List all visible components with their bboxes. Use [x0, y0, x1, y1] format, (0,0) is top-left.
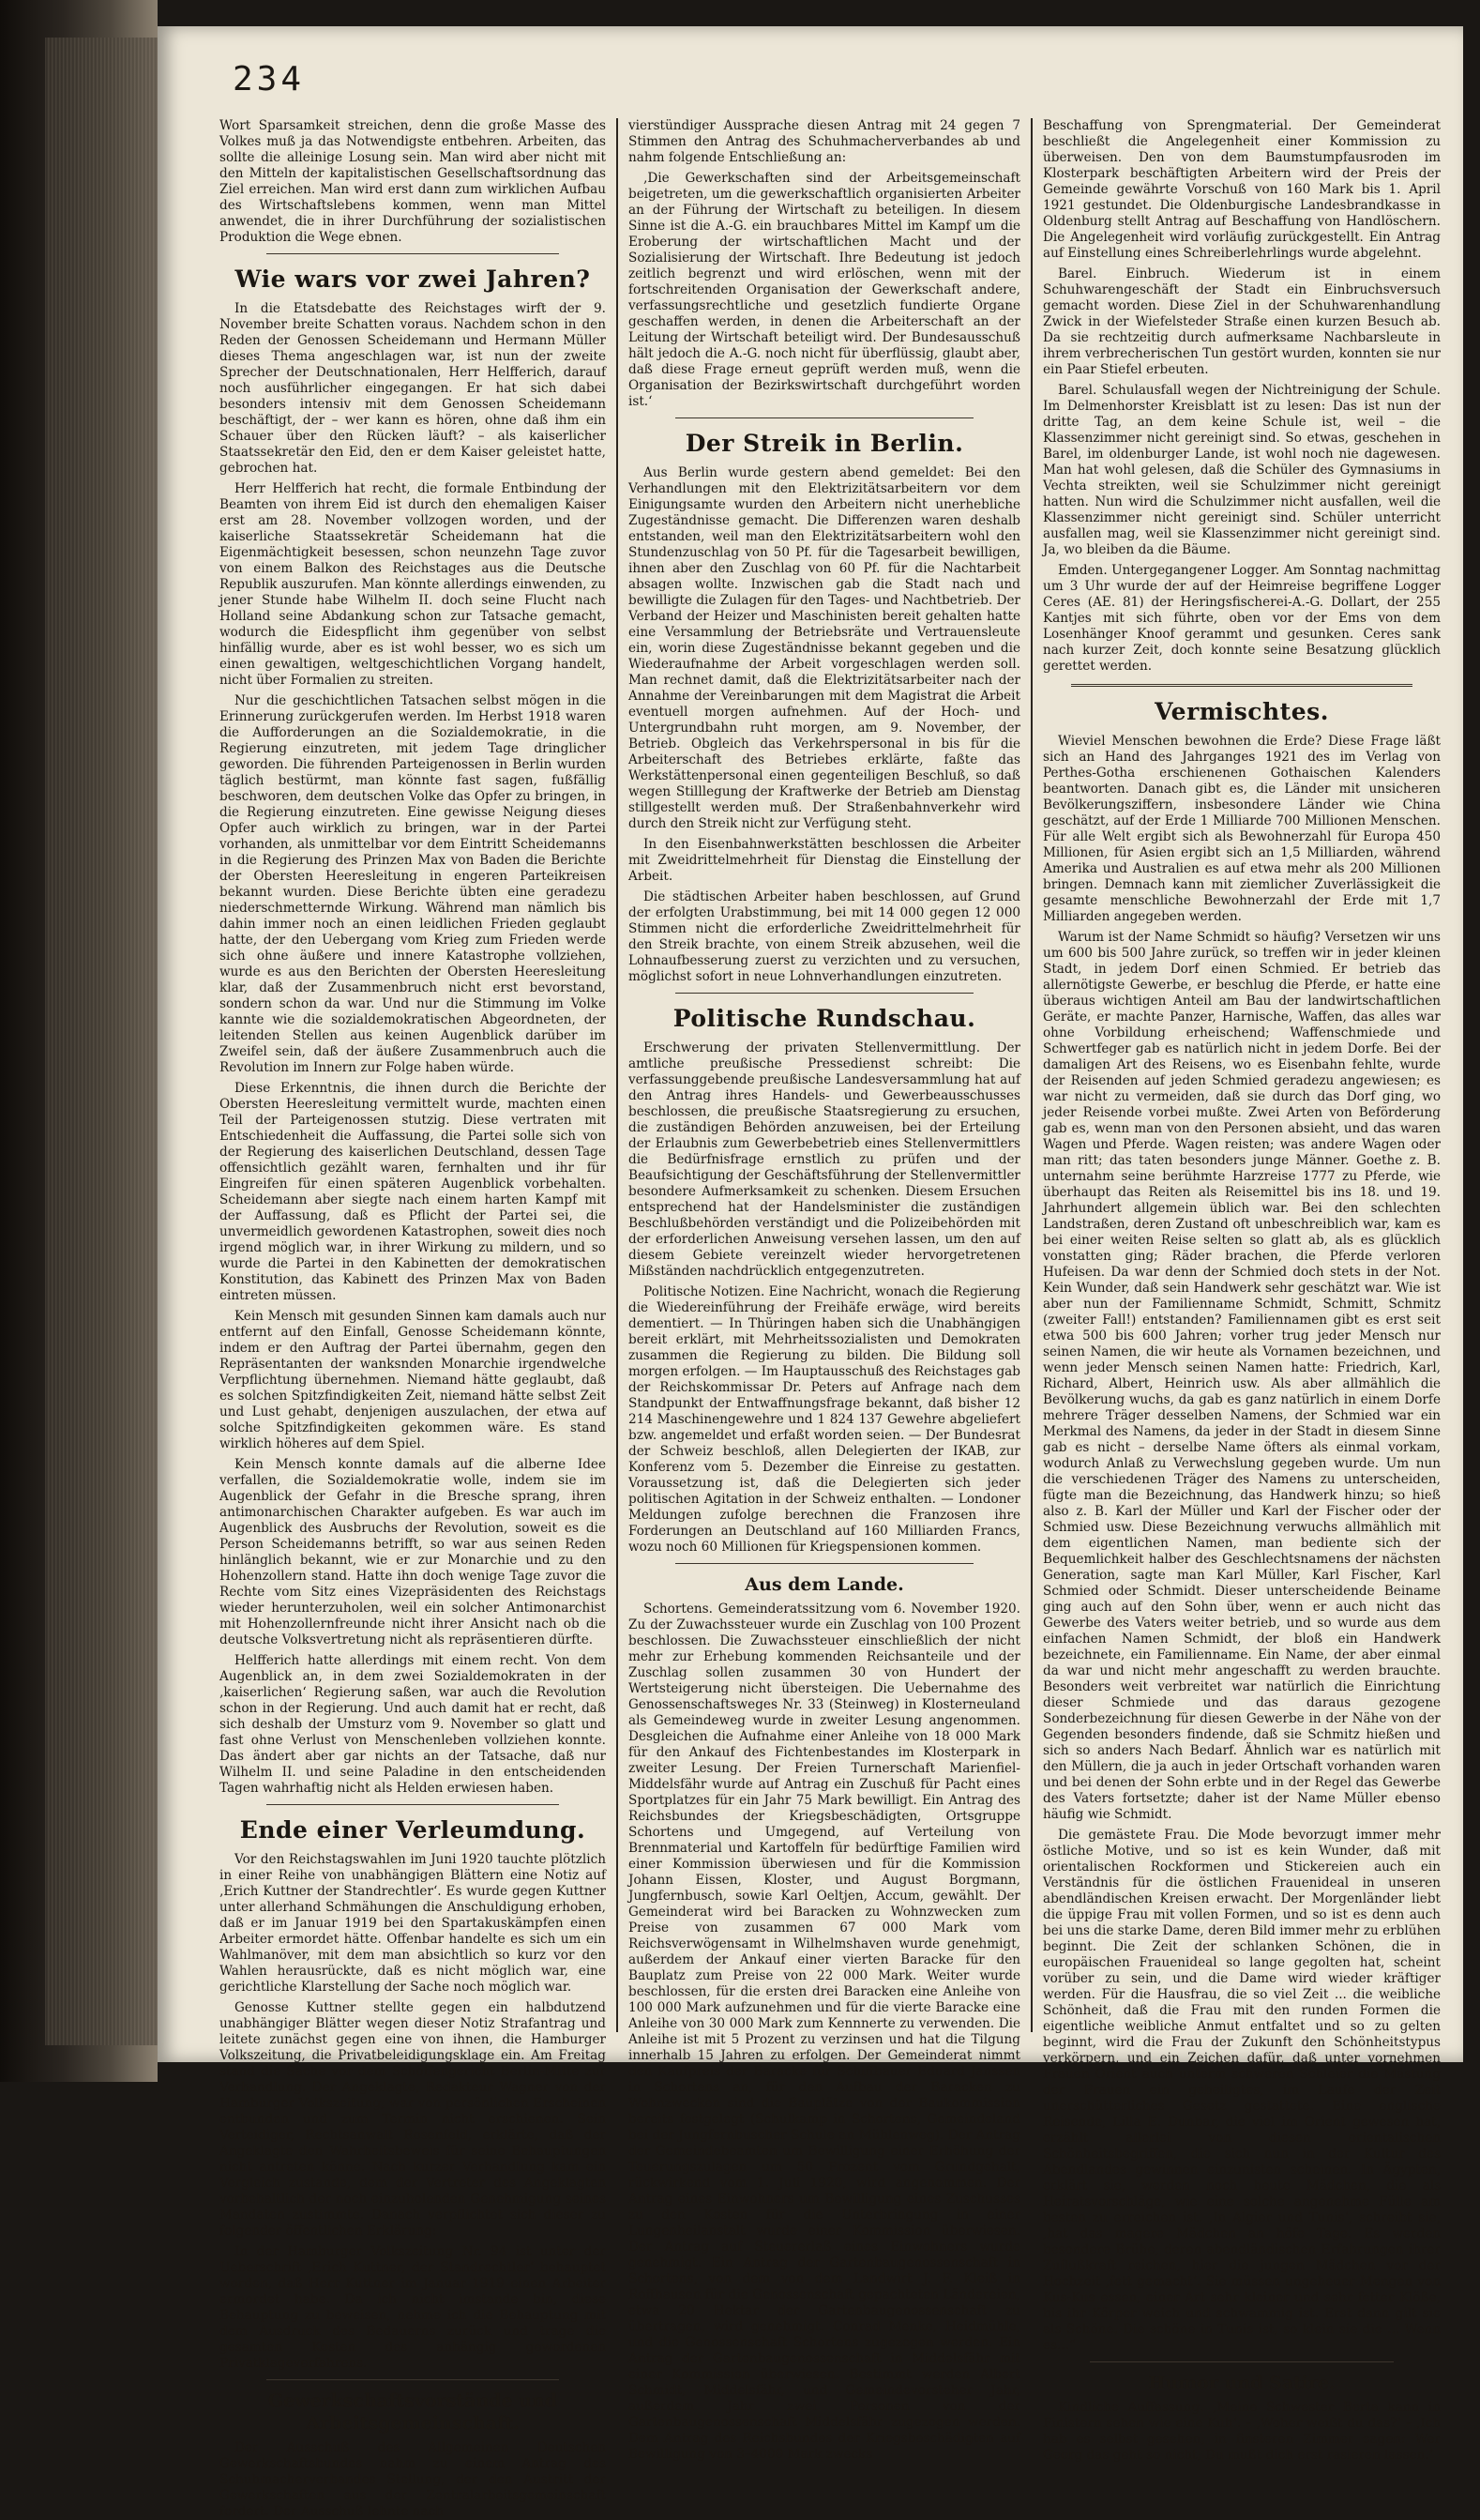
page-stack-edge: [45, 38, 158, 2045]
article-paragraph: Erschwerung der privaten Stellenvermittlung. Der amtliche preußische Pressedienst schreibt: Die verfassunggebende preußische Landesversammlung hat auf den Antrag ihres Handels- und Gewerbeausschusses beschlossen, die preußische Staatsregierung zu ersuchen, die zuständigen Behörden anzuweisen, bei der Erteilung der Erlaubnis zum Gewerbebetrieb eines Stellenvermittlers die Bedürfnisfrage ernstlich zu prüfen und der Beaufsichtigung der Geschäftsführung der Stellenvermittler besondere Aufmerksamkeit zu schenken. Diesem Ersuchen entsprechend hat der Handelsminister die zuständigen Beschlußbehörden verständigt und die Polizeibehörden mit der erforderlichen Anweisung versehen lassen, um den auf diesem Gebiete vereinzelt wieder hervorgetretenen Mißständen nachdrücklich entgegenzutreten.: [628, 1040, 1020, 1279]
article-paragraph: Politische Notizen. Eine Nachricht, wonach die Regierung die Wiedereinführung der Freihäfe erwäge, wird bereits dementiert. — In Thüringen haben sich die Unabhängigen bereit erklärt, mit Mehrheitssozialisten und Demokraten zusammen die Regierung zu bilden. Die Bildung soll morgen erfolgen. — Im Hauptausschuß des Reichstages gab der Reichskommissar Dr. Peters auf Anfrage nach dem Standpunkt der Entwaffnungsfrage bekannt, daß bisher 12 214 Maschinengewehre und 1 824 137 Gewehre abgeliefert bzw. angemeldet und erfaßt worden seien. — Der Bundesrat der Schweiz beschloß, allen Delegierten der IKAB, zur Konferenz vom 5. Dezember die Einreise zu gestatten. Voraussetzung ist, daß die Delegierten sich jeder politischen Agitation in der Schweiz enthalten. — Londoner Meldungen zufolge berechnen die Franzosen ihre Forderungen an Deutschland auf 160 Milliarden Francs, wozu noch 60 Millionen für Kriegspensionen kommen.: [628, 1284, 1020, 1555]
article-paragraph: Helfferich hatte allerdings mit einem recht. Von dem Augenblick an, in dem zwei Sozialdemokraten in der ‚kaiserlichen‘ Regierung saßen, war auch die Revolution schon in der Regierung. Und auch damit hat er recht, daß sich deshalb der Umsturz vom 9. November so glatt und fast ohne Verlust von Menschenleben vollziehen konnte. Das ändert aber gar nichts an der Tatsache, daß nur Wilhelm II. und seine Paladine in den entscheidenden Tagen wahrhaftig nicht als Helden erwiesen haben.: [219, 1653, 606, 1796]
separator: [266, 1804, 559, 1805]
lead-paragraph: vierstündiger Aussprache diesen Antrag mit 24 gegen 7 Stimmen den Antrag des Schuhmacherverbandes ab und nahm folgende Entschließung an:: [628, 118, 1020, 165]
separator: [675, 993, 974, 994]
article-paragraph: Schortens. Gemeinderatssitzung vom 6. November 1920. Zu der Zuwachssteuer wurde ein Zuschlag von 100 Prozent beschlossen. Die Zuwachssteuer einschließlich der nicht mehr zur Erhebung kommenden Reichsanteile und der Zuschlag sollen zusammen 30 von Hundert der Wertsteigerung nicht übersteigen. Die Uebernahme des Genossenschaftsweges Nr. 33 (Steinweg) in Klosterneuland als Gemeindeweg wurde in zweiter Lesung angenommen. Desgleichen die Aufnahme einer Anleihe von 18 000 Mark für den Ankauf des Fichtenbestandes im Klosterpark in zweiter Lesung. Der Freien Turnerschaft Marienfiel-Middelsfähr wurde auf Antrag ein Zuschuß für Pacht eines Sportplatzes für ein Jahr 75 Mark bewilligt. Ein Antrag des Reichsbundes der Kriegsbeschädigten, Ortsgruppe Schortens und Umgegend, auf Verteilung von Brennmaterial und Kartoffeln für bedürftige Familien wird einer Kommission überwiesen und für die Kommission Johann Eissen, Kloster, und August Borgmann, Jungfernbusch, sowie Karl Oeltjen, Accum, gewählt. Der Gemeinderat wird bei Baracken zu Wohnzwecken zum Preise von zusammen 67 000 Mark vom Reichsverwögensamt in Wilhelmshaven wurde genehmigt, außerdem der Ankauf einer vierten Baracke für den Bauplatz zum Preise von 22 000 Mark. Weiter wurde beschlossen, für die ersten drei Baracken eine Anleihe von 100 000 Mark aufzunehmen und für die vierte Baracke eine Anleihe von 30 000 Mark zum Kennnerte zu verwenden. Die Anleihe ist mit 5 Prozent zu verzinsen und hat die Tilgung innerhalb 15 Jahren zu erfolgen. Der Gemeinderat nimmt den Kaufpreis der Baracke für Schiffbauer Eduard Janssen in Schortens an, für den Aufbau der Baracken zu Wohnzwecken sind die Bauplätze von der Baukommission bereits festgelegt (Schulkamp in Schortens, Gemeindeland bei der Jungfernbuscher Schule an Mühlenweg). Der Antrag der Gemeindebeamten um Bewilligung einer Erhöhung der Teuerungszulagen um 50 Prozent vom Grundgehalt, rückwirkend vom 1. Juli 1920, wird angenommen. Der Antrag eines Einwohners um Bewilligung eines Zuschusses zu den Kosten für die Unterbringung in einer Lungenheilanstalt wurde einer Kommission überwiesen. Der Antrag auf Steuererlaß eines Einwohners wurde genehmigt. Ein Antrag der Gartenbaugenossenschaft in Schortens, von dem von dem Landwirt J. F. Kleiß in Roffhausen für die Genossenschaft gepachteten Ländereien, etwa 20 Hektar der Gartenbaugenossenschaft zu übertragen, wird genehmigt. Conrad Menke, Heidmühle, und die Genossenschaft Schortens zugezogen werden. Ein Antrag der Gartenbaugenossenschaft in Middelsfähr mit einer Kommission überwiesen. Bestimmt werden Albert Schmidt, Middelsfähr, und Gemeindevorsteher Jahr, außerdem Jahr zwei Personen von der Gartenbaugenossenschaft Middelsfähr zugezogen werden. Dem Antrag des Reichsbundes der Kriegsbeschädigten auf Bewilligung von 3–4000 Mark zwecks: [628, 1602, 1020, 2462]
local-note: Barel. Einbruch. Wiederum ist in einem Schuhwarengeschäft der Stadt ein Einbruchsversuch gemacht worden. Diese Ziel in der Schuhwarenhandlung Zwick in der Wiefelsteder Straße einen kurzen Besuch ab. Da sie rechtzeitig durch aufmerksame Nachbarsleute in ihrem verbrecherischen Tun gestört wurden, konnten sie nur ein Paar Stiefel erbeuten.: [1043, 266, 1441, 377]
article-paragraph: In der Hamburger Volkszeitung Nr. 94 ist unter der Ueberschrift ‚Erich Kuttner, der Standrechtler‘ behauptet worden, daß Herr Kuttner im Januar 1919 einen Arbeiter ermordet habe. Da ich nicht imstande bin, diese Behauptung zu beweisen, nehme ich die Behauptung mit dem Ausdruck des Bedauerns zurück und trage die gesamten Kosten des anhängig gewordenen Privatklageverfahrens.: [219, 2244, 606, 2371]
article-paragraph: Der Ausschuß des Allgemeinen Deutschen Gewerkschaftsbundes nahm zu einem Antrag des Schuhmacherverbandes Stellung, der den Austritt der Gewerkschaften aus der Zentralarbeitsgemeinschaft fordert. Der Ausschuß lehnte nach: [219, 2440, 606, 2519]
article-title: Aus dem Lande.: [745, 1574, 904, 1595]
article-title: Gewerkschaftsvorstände und Arbeitsgemeinschaft.: [267, 2391, 558, 2434]
article-title: Der Streik in Berlin.: [685, 430, 964, 457]
article-paragraph: Nur die geschichtlichen Tatsachen selbst mögen in die Erinnerung zurückgerufen werden. Im Herbst 1918 waren die Aufforderungen an die Sozialdemokratie, in die Regierung einzutreten, mit jedem Tage dringlicher geworden. Die führenden Parteigenossen in Berlin wurden täglich bestürmt, man könnte fast sagen, fußfällig beschworen, dem deutschen Volke das Opfer zu bringen, in die Regierung einzutreten. Eine gewisse Neigung dieses Opfer auch wirklich zu bringen, war in der Partei vorhanden, als unmittelbar vor dem Eintritt Scheidemanns in die Regierung des Prinzen Max von Baden die Berichte der Obersten Heeresleitung in engeren Parteikreisen bekannt wurden. Diese Berichte übten eine geradezu niederschmetternde Wirkung. Während man nämlich bis dahin immer noch an einen leidlichen Frieden geglaubt hatte, der den Uebergang vom Krieg zum Frieden werde sich ohne äußere und innere Katastrophe vollziehen, wurde es aus den Berichten der Obersten Heeresleitung klar, daß der Zusammenbruch nicht erst bevorstand, sondern schon da war. Und nur die Stimmung im Volke kannte wie die sozialdemokratischen Abgeordneten, der leitenden Stellen aus keinen Augenblick darüber im Zweifel sein, daß der äußere Zusammenbruch auch die Revolution im Innern zur Folge haben würde.: [219, 693, 606, 1075]
newspaper-page: [158, 26, 1463, 2519]
lead-paragraph: Wort Sparsamkeit streichen, denn die große Masse des Volkes muß ja das Notwendigste entbehren. Arbeiten, das sollte die alleinige Losung sein. Man wird aber nicht mit den Mitteln der kapitalistischen Gesellschaftsordnung das Ziel erreichen. Man wird erst dann zum wirklichen Aufbau des Wirtschaftslebens kommen, wenn man Mittel anwendet, die in ihrer Durchführung der sozialistischen Produktion die Wege ebnen.: [219, 118, 606, 245]
article-paragraph: Kindliche Auffassung. ‚Meine Schwester Berta kann in Finistern sehen wie eine Kuh‘. – ‚Woher weißt du das?‘ – ‚Ich hab es selbst gesehen, in finsteren Zimmer sagen: Wer Georg das geht so nicht, Du mußt dich erst rasieren lassen.‘: [1043, 2400, 1441, 2463]
column-rule-2: [1031, 118, 1033, 2032]
article-paragraph: Die städtischen Arbeiter haben beschlossen, auf Grund der erfolgten Urabstimmung, bei mit 14 000 gegen 12 000 Stimmen nicht die erforderliche Zweidrittelmehrheit für den Streik brachte, von einem Streik abzusehen, weil die Lohnaufbesserung zuerst zu verzichten und zu versuchen, möglichst sofort in neue Lohnverhandlungen einzutreten.: [628, 889, 1020, 984]
separator: [675, 1563, 974, 1564]
article-paragraph: Kein Mensch konnte damals auf die alberne Idee verfallen, die Sozialdemokratie wolle, indem sie im Augenblick der Gefahr in die Bresche sprang, ihren antimonarchischen Charakter aufgeben. Es war auch im Augenblick des Ausbruchs der Revolution, soweit es die Person Scheidemanns betrifft, so war aus seinen Reden hinlänglich bekannt, wie er zur Monarchie und zu den Hohenzollern stand. Hatte ihn doch wenige Tage zuvor die Rechte vom Sitz eines Vizepräsidenten des Reichstags wieder herunterzuholen, weil ein solcher Antimonarchist mit Hohenzollernfreunde nicht ihrer Ansicht nach ob die deutsche Volksvertretung nicht als repräsentieren dürfte.: [219, 1457, 606, 1647]
article-title: Wie wars vor zwei Jahren?: [234, 266, 591, 293]
article-paragraph: Vor den Reichstagswahlen im Juni 1920 tauchte plötzlich in einer Reihe von unabhängigen Blättern eine Notiz auf ‚Erich Kuttner der Standrechtler‘. Es wurde gegen Kuttner unter allerhand Schmähungen die Anschuldigung erhoben, daß er im Januar 1919 bei den Spartakuskämpfen einen Arbeiter ermordet hätte. Offenbar handelte es sich um ein Wahlmanöver, mit dem man absichtlich so kurz vor den Wahlen herausrückte, daß es nicht möglich war, eine gerichtliche Klarstellung der Sache noch möglich war.: [219, 1852, 606, 1995]
column-3: [1043, 118, 1441, 2463]
article-title: Vermischtes.: [1155, 698, 1329, 725]
article-paragraph: Herr Helfferich hat recht, die formale Entbindung der Beamten von ihrem Eid ist durch den ehemaligen Kaiser erst am 28. November vollzogen worden, und der kaiserliche Staatssekretär Scheidemann hat die Eigenmächtigkeit besessen, schon neunzehn Tage zuvor von einem Balkon des Reichstages aus die Deutsche Republik auszurufen. Man könnte allerdings einwenden, zu jener Stunde habe Wilhelm II. doch seine Flucht nach Holland seine Abdankung schon zur Tatsache gemacht, wodurch die Eidespflicht ihm gegenüber von selbst hinfällig wurde, aber es ist wohl besser, wo es sich um einen gewaltigen, weltgeschichtlichen Vorgang handelt, nicht über Formalien zu streiten.: [219, 481, 606, 688]
article-paragraph: Kein Mensch mit gesunden Sinnen kam damals auch nur entfernt auf den Einfall, Genosse Scheidemann könnte, indem er den Auftrag der Partei übernahm, gegen den Repräsentanten der wanksnden Monarchie irgendwelche Verpflichtung übernehmen. Niemand hätte geglaubt, daß es solchen Spitzfindigkeiten Zeit, niemand hätte selbst Zeit und Lust gehabt, denjenigen auszulachen, der etwa auf solche Spitzfindigkeiten gekommen wäre. Es stand wirklich höheres auf dem Spiel.: [219, 1309, 606, 1451]
article-paragraph: Warum ist der Name Schmidt so häufig? Versetzen wir uns um 600 bis 500 Jahre zurück, so treffen wir in jeder kleinen Stadt, in jedem Dorf einen Schmied. Er betrieb das allernötigste Gewerbe, er beschlug die Pferde, er hatte eine überaus wichtigen Anteil am Bau der landwirtschaftlichen Geräte, er machte Panzer, Harnische, Waffen, das alles war ohne Vorbildung erheischend; Waffenschmiede und Schwertfeger gab es natürlich nicht in jedem Dorfe. Bei der damaligen Art des Reisens, wo es Eisenbahn fehlte, wurde der Reisenden auf jeden Schmied geradezu angewiesen; es war nicht zu vermeiden, daß sie durch das Dorf ging, wo jeder Reisende vorbei mußte. Zwei Arten von Beförderung gab es, wenn man von den Personen absieht, und das waren Wagen und Pferde. Wagen reisten; was andere Wagen oder man ritt; das taten besonders junge Männer. Goethe z. B. unternahm seine berühmte Harzreise 1777 zu Pferde, wie überhaupt das Reiten als Reisemittel bis ins 18. und 19. Jahrhundert allgemein üblich war. Bei den schlechten Landstraßen, deren Zustand oft unbeschreiblich war, kam es bei einer weiten Reise selten so glatt ab, als es glücklich vonstatten ging; Räder brachen, die Pferde verloren Hufeisen. Da war denn der Schmied doch stets in der Not. Kein Wunder, daß sein Handwerk sehr geschätzt war. Wie ist aber nun der Familienname Schmidt, Schmitt, Schmitz (zweiter Fall!) entstanden? Familiennamen gibt es erst seit etwa 500 bis 600 Jahren; vorher trug jeder Mensch nur seinen Namen, die wir heute als Vornamen bezeichnen, und wenn jeder Mensch seinen Namen hatte: Friedrich, Karl, Richard, Albert, Heinrich usw. Als aber allmählich die Bevölkerung wuchs, da gab es ganz natürlich in einem Dorfe mehrere Träger desselben Namens, der Schmied war ein Merkmal des Namens, da jeder in der Stadt in diesem Sinne gab es nicht – derselbe Name öfters als einmal vorkam, wodurch Anlaß zu Verwechslung gegeben wurde. Um nun die verschiedenen Träger des Namens zu unterscheiden, fügte man die Bezeichnung, das Handwerk hinzu; so hieß also z. B. Karl der Müller und Karl der Fischer oder der Schmied usw. Diese Bezeichnung verwuchs allmählich mit dem eigentlichen Namen, man bediente sich der Bequemlichkeit halber des Geschlechtsnamens der nächsten Generation, sagte man Karl Müller, Karl Fischer, Karl Schmied oder Schmidt. Dieser unterscheidende Beiname ging auch auf den Sohn über, wenn er auch nicht das Gewerbe des Vaters weiter betrieb, und so wurde aus dem einfachen Namen Schmidt, der bloß ein Handwerk bezeichnete, ein Familienname. Ein Name, der aber einmal da war und nicht mehr angeschafft zu werden brauchte. Besonders weit verbreitet war natürlich die Einrichtung dieser Schmiede und das daraus gezogene Sonderbezeichnung für diesen Gewerbe in der Nähe von der Gegenden besonders findende, daß sie Schmitz hießen und sich so anders Nach Bedarf. Ähnlich war es natürlich mit den Müllern, die ja auch in jeder Ortschaft vorhanden waren und bei denen der Sohn erbte und in der Regel das Gewerbe des Vaters fortsetzte; daher ist der Name Müller ebenso häufig wie Schmidt.: [1043, 930, 1441, 1822]
separator: [1071, 684, 1412, 687]
article-paragraph: Die gemästete Frau. Die Mode bevorzugt immer mehr östliche Motive, und so ist es kein Wunder, daß mit orientalischen Rockformen und Stickereien auch ein Verständnis für die östlichen Frauenideal in unseren abendländischen Kreisen erwacht. Der Morgenländer liebt die üppige Frau mit vollen Formen, und so ist es denn auch bei uns die starke Dame, deren Bild immer mehr zu erblühen beginnt. Die Zeit der schlanken Schönen, die in europäischen Frauenideal so lange gegolten hat, scheint vorüber zu sein, und die Dame wird wieder kräftiger werden. Für die Hausfrau, die so viel Zeit ... die weibliche Schönheit, daß die Frau mit den runden Formen die eigentliche weibliche Anmut entfaltet und so zu gelten beginnt, wird die Frau der Zukunft den Schönheitstypus verkörpern, und ein Zeichen dafür, daß unter vornehmen Frauen Orient auch unterm schweren Schleier die Mästung der Frauen ein geheiligtes, im Laufe der Zeit unerschütterliches Gesetz gestattete. Eine englische Reisende, Lilla E. Dunbar, die viel im Orient gewesen hat, erzählt allerlei von diesen orientalischen Schönheitsbegriffen, die sich nun in der Kultur des Abendlandes gewinnen einzunisten scheinen. In Ägypten, erklärt sie, werden noch heute Mädchen, die als Heiratsvorschläge, wie eine solche angenehme Fülle am besten zu erreichen ist. ‚In Algier und Tunis‘, schreibt sie, ‚hat das magere Mädchen an höfe Tage. Es werden besondere Brühe, deren abendländischen Erfahrungen ihrer Zuflußkraft reichen, hier die jungen Mädchen vor der Hochzeit ‚fett gemacht‘. Sie müssen ungeheuer Mengen von Kus-Kus essen, einer Art sehr kleiner und sehr fetter Klöße, bis ihr Körper weich und schwammig ist. Erst dann gilt sie als Schöne. Die schöne in Tunis ist, so klein sie die ... Wenn es...“: [1043, 1828, 1441, 2353]
separator: [675, 417, 974, 418]
article-paragraph: Diese Erkenntnis, die ihnen durch die Berichte der Obersten Heeresleitung vermittelt wurde, machten einen Teil der Parteigenossen stutzig. Diese vertraten mit Entschiedenheit die Auffassung, die Partei solle sich von der Regierung des kaiserlichen Deutschland, dessen Tage offensichtlich gezählt waren, fernhalten und ihr für Eingreifen für einen späteren Augenblick vorbehalten. Scheidemann aber siegte nach einem harten Kampf mit der Auffassung, daß es Pflicht der Partei sei, die unvermeidlich gewordenen Katastrophen, soweit dies noch irgend möglich war, in ihrer Wirkung zu mildern, und so wurde die Partei in den Kabinetten der demokratischen Konstitution, das Kabinett des Prinzen Max von Baden eintreten müssen.: [219, 1081, 606, 1303]
article-title: Ende einer Verleumdung.: [239, 1816, 586, 1844]
article-title: Humor und Satire.: [1148, 2373, 1336, 2393]
separator: [266, 253, 559, 254]
column-1: [219, 118, 606, 2519]
article-paragraph: Genosse Kuttner stellte gegen ein halbdutzend unabhängiger Blätter wegen dieser Notiz Strafantrag und leitete zunächst gegen eine von ihnen, die Hamburger Volkszeitung, die Privatbeleidigungsklage ein. Am Freitag stand die Sache vor dem Schöffengericht Berlin-Mitte zur Verhandlung. Der Angeklagte, Redakteur Wagner von der Hamburger Volkszeitung, war von persönlichen Erscheinen entbunden und zum Termin nicht erschienen. Sein Verteidiger, Rechtsanwalt Rosenfeld, erklärte, daß der Angeklagte den Wahrheitsbeweis für seine Behauptungen nicht antreten könne. Nach kurzer Verhandlung kam ein Vergleich zustande, dem der Vertreter des Angeklagten vorbehaltlich der noch einzuholenden Genehmigung seines Mandaten zustimmte. Danach verpflichtet sich dieser zu folgender öffentlichen Erklärung:: [219, 2000, 606, 2239]
column-rule-1: [616, 118, 618, 2032]
article-paragraph: In die Etatsdebatte des Reichstages wirft der 9. November breite Schatten voraus. Nachdem schon in den Reden der Genossen Scheidemann und Hermann Müller dieses Thema angeschlagen war, ist nun der zweite Sprecher der Deutschnationalen, Herr Helfferich, darauf noch ausführlicher eingegangen. Er hat sich dabei besonders intensiv mit dem Genossen Scheidemann beschäftigt, der – wer kann es hören, ohne daß ihm ein Schauer über den Rücken läuft? – als kaiserlicher Staatssekretär den Eid, den er dem Kaiser geleistet hatte, gebrochen hat.: [219, 301, 606, 476]
local-note: Barel. Schulausfall wegen der Nichtreinigung der Schule. Im Delmenhorster Kreisblatt ist zu lesen: Das ist nun der dritte Tag, an dem keine Schule ist, weil – die Klassenzimmer nicht gereinigt sind. So etwas, geschehen in Barel, im oldenburger Lande, ist wohl noch nie dagewesen. Man hat wohl gelesen, daß die Schüler des Gymnasiums in Vechta streikten, weil sie Schulzimmer nicht gereinigt hatten. Nun wird die Schulzimmer nicht ausfallen, weil die Klassenzimmer nicht gereinigt sind. Schüler unterricht ausfallen mag, weil sie Klassenzimmer nicht gereinigt sind. Ja, wo bleiben da die Bäume.: [1043, 383, 1441, 557]
resolution-text: ‚Die Gewerkschaften sind der Arbeitsgemeinschaft beigetreten, um die gewerkschaftlich organisierten Arbeiter an der Führung der Wirtschaft zu beteiligen. In diesem Sinne ist die A.-G. ein brauchbares Mittel im Kampf um die Eroberung der wirtschaftlichen Macht und der Sozialisierung der Wirtschaft. Ihre Bedeutung ist jedoch zeitlich begrenzt und wird erlöschen, wenn mit der fortschreitenden Organisation der Gewerkschaft andere, verfassungsrechtliche und gesetzlich fundierte Organe geschaffen werden, in denen die Arbeiterschaft an der Leitung der Wirtschaft beteiligt wird. Der Bundesausschuß hält jedoch die A.-G. noch nicht für überflüssig, glaubt aber, daß diese Frage erneut geprüft werden muß, wenn die Organisation der Bezirkswirtschaft durchgeführt worden ist.‘: [628, 171, 1020, 409]
article-title: Politische Rundschau.: [672, 1005, 976, 1032]
separator: [266, 2379, 559, 2380]
column-2: [628, 118, 1020, 2462]
article-paragraph: Aus Berlin wurde gestern abend gemeldet: Bei den Verhandlungen mit den Elektrizitätsarbeitern vor dem Einigungsamte wurden den Arbeitern nicht unerhebliche Zugeständnisse gemacht. Die Differenzen waren deshalb entstanden, weil man den Elektrizitätsarbeitern wohl den Stundenzuschlag von 50 Pf. für die Tagesarbeit bewilligen, ihnen aber den Zuschlag von 60 Pf. für die Nachtarbeit absagen wollte. Inzwischen gab die Stadt nach und bewilligte die Zulagen für den Tages- und Nachtbetrieb. Der Verband der Heizer und Maschinisten bereit gehalten hatte eine Versammlung der Betriebsräte und Vertrauensleute ein, worin diese Zugeständnisse bekannt gegeben und die Wiederaufnahme der Arbeit vorgeschlagen werden soll. Man rechnet damit, daß die Elektrizitätsarbeiter nach der Annahme der Vereinbarungen mit dem Magistrat die Arbeit eventuell morgen aufnehmen. Auf der Hoch- und Untergrundbahn ruht morgen, am 9. November, der Betrieb. Obgleich das Verkehrspersonal in bis für die Arbeiterschaft des Betriebes erklärte, faßte das Werkstättenpersonal einen gegenteiligen Beschluß, so daß wegen Stilllegung der Kraftwerke der Betrieb am Dienstag stillgestellt werden muß. Der Straßenbahnverkehr wird durch den Streik nicht zur Verfügung steht.: [628, 465, 1020, 831]
article-paragraph: Wieviel Menschen bewohnen die Erde? Diese Frage läßt sich an Hand des Jahrganges 1921 des im Verlag von Perthes-Gotha erschienenen Gothaischen Kalenders beantworten. Danach gibt es, die Länder mit unsicheren Bevölkerungsziffern, insbesondere Länder wie China geschätzt, auf der Erde 1 Milliarde 700 Millionen Menschen. Für alle Welt ergibt sich als Bewohnerzahl für Europa 450 Millionen, für Asien ergibt sich an 1,5 Milliarden, während Amerika und Australien es auf etwa mehr als 200 Millionen bringen. Demnach kann mit ziemlicher Zuverlässigkeit die gesamte menschliche Bewohnerzahl der Erde mit 1,7 Milliarden angegeben werden.: [1043, 734, 1441, 924]
article-paragraph: In den Eisenbahnwerkstätten beschlossen die Arbeiter mit Zweidrittelmehrheit für Dienstag die Einstellung der Arbeit.: [628, 837, 1020, 884]
page-number: 234: [233, 60, 306, 99]
local-note: Emden. Untergegangener Logger. Am Sonntag nachmittag um 3 Uhr wurde der auf der Heimreise begriffene Logger Ceres (AE. 81) der Heringsfischerei-A.-G. Dollart, der 255 Kantjes mit sich führte, oben vor der Ems von dem Losenhänger Knoof gerammt und gesunken. Ceres sank nach kurzer Zeit, doch konnte seine Besatzung glücklich gerettet werden.: [1043, 563, 1441, 674]
lead-paragraph: Beschaffung von Sprengmaterial. Der Gemeinderat beschließt die Angelegenheit einer Kommission zu überweisen. Den von dem Baumstumpfausroden im Klosterpark beschäftigten Arbeitern wird der Preis der Gemeinde gewährte Vorschuß von 160 Mark bis 1. April 1921 gestundet. Die Oldenburgische Landesbrandkasse in Oldenburg stellt Antrag auf Beschaffung von Handlöschern. Die Angelegenheit wird vorläufig zurückgestellt. Ein Antrag auf Einstellung eines Schreiberlehrlings wurde abgelehnt.: [1043, 118, 1441, 261]
separator: [1090, 2361, 1394, 2362]
